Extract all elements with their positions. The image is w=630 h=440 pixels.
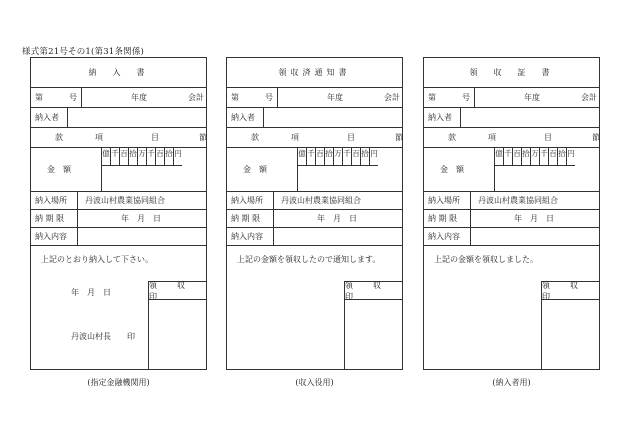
form-footer: (指定金融機関用)	[87, 378, 150, 387]
place-value: 丹波山村農業協同組合	[281, 196, 361, 205]
gou-label: 号	[265, 93, 273, 102]
moku-label: 目	[544, 133, 552, 142]
amount-label: 金 額	[47, 165, 71, 174]
digit-man: 万	[333, 148, 342, 165]
payer-label: 納入者	[428, 113, 452, 122]
place-value: 丹波山村農業協同組合	[85, 196, 165, 205]
payer-row	[31, 108, 206, 128]
digit-juu: 拾	[521, 148, 530, 165]
stamp-title: 領 収 印	[149, 280, 205, 301]
deadline-date: 年 月 日	[514, 214, 554, 223]
digit-en: 円	[173, 148, 182, 165]
setsu-label: 節	[592, 133, 600, 142]
deadline-label: 納 期 限	[231, 214, 261, 223]
digit-oku: 億	[494, 148, 503, 165]
stamp-title: 領 収 印	[345, 280, 401, 301]
form-number-header: 様式第21号その1(第31条関係)	[22, 47, 145, 57]
amount-label: 金 額	[243, 165, 267, 174]
digit-sen: 千	[110, 148, 119, 165]
mayor-seal-line: 丹波山村長 印	[71, 331, 135, 341]
digit-sen2: 千	[342, 148, 351, 165]
deadline-date: 年 月 日	[317, 214, 357, 223]
number-row	[31, 88, 206, 108]
deadline-date: 年 月 日	[121, 214, 161, 223]
digit-hyaku: 百	[512, 148, 521, 165]
payer-label: 納入者	[35, 113, 59, 122]
form-footer: (納入者用)	[492, 378, 531, 387]
place-label: 納入場所	[231, 196, 263, 205]
place-row	[31, 192, 206, 210]
dai-label: 第	[35, 93, 43, 102]
content-label: 納入内容	[231, 232, 263, 241]
digit-hyaku: 百	[119, 148, 128, 165]
nendo-label: 年度	[327, 93, 343, 102]
content-row	[31, 228, 206, 246]
payer-label: 納入者	[231, 113, 255, 122]
number-row	[424, 88, 599, 108]
form-title-row	[31, 58, 206, 88]
form-title-row	[227, 58, 402, 88]
kaikei-label: 会計	[188, 93, 204, 102]
deadline-label: 納 期 限	[35, 214, 65, 223]
payer-row	[424, 108, 599, 128]
digit-sen: 千	[306, 148, 315, 165]
deadline-label: 納 期 限	[428, 214, 458, 223]
digit-sen: 千	[503, 148, 512, 165]
amount-row	[227, 148, 402, 192]
digit-juu2: 拾	[360, 148, 369, 165]
digit-man: 万	[530, 148, 539, 165]
form-footer: (収入役用)	[295, 378, 334, 387]
issue-date: 年 月 日	[71, 287, 111, 297]
digit-juu2: 拾	[557, 148, 566, 165]
dai-label: 第	[231, 93, 239, 102]
kan-label: 款	[448, 133, 456, 142]
place-row	[424, 192, 599, 210]
nendo-label: 年度	[131, 93, 147, 102]
place-label: 納入場所	[35, 196, 67, 205]
form-title: 領 収 証 書	[469, 68, 554, 77]
category-row	[424, 128, 599, 148]
place-row	[227, 192, 402, 210]
amount-row	[424, 148, 599, 192]
form-note: 上記の金額を領収しました。	[434, 255, 538, 264]
form-title: 領収済通知書	[278, 68, 351, 77]
content-label: 納入内容	[35, 232, 67, 241]
receipt-stamp-box	[344, 281, 402, 369]
moku-label: 目	[151, 133, 159, 142]
setsu-label: 節	[199, 133, 207, 142]
kou-label: 項	[95, 133, 103, 142]
digit-sen2: 千	[146, 148, 155, 165]
deadline-row	[227, 210, 402, 228]
form-receipt-notice	[226, 57, 403, 370]
category-row	[31, 128, 206, 148]
digit-juu2: 拾	[164, 148, 173, 165]
form-title: 納 入 書	[88, 68, 149, 77]
gou-label: 号	[69, 93, 77, 102]
setsu-label: 節	[395, 133, 403, 142]
amount-label: 金 額	[440, 165, 464, 174]
form-note: 上記のとおり納入して下さい。	[41, 255, 153, 264]
digit-hyaku2: 百	[351, 148, 360, 165]
digit-en: 円	[369, 148, 378, 165]
kou-label: 項	[488, 133, 496, 142]
nendo-label: 年度	[524, 93, 540, 102]
digit-oku: 億	[297, 148, 306, 165]
digit-hyaku2: 百	[155, 148, 164, 165]
receipt-stamp-box	[148, 281, 206, 369]
digit-hyaku2: 百	[548, 148, 557, 165]
digit-sen2: 千	[539, 148, 548, 165]
kou-label: 項	[291, 133, 299, 142]
number-row	[227, 88, 402, 108]
kan-label: 款	[251, 133, 259, 142]
form-payment-slip	[30, 57, 207, 370]
digit-hyaku: 百	[315, 148, 324, 165]
place-label: 納入場所	[428, 196, 460, 205]
gou-label: 号	[462, 93, 470, 102]
kan-label: 款	[55, 133, 63, 142]
place-value: 丹波山村農業協同組合	[478, 196, 558, 205]
category-row	[227, 128, 402, 148]
content-row	[424, 228, 599, 246]
digit-man: 万	[137, 148, 146, 165]
stamp-title: 領 収 印	[542, 280, 598, 301]
digit-juu: 拾	[128, 148, 137, 165]
deadline-row	[31, 210, 206, 228]
form-title-row	[424, 58, 599, 88]
moku-label: 目	[347, 133, 355, 142]
amount-row	[31, 148, 206, 192]
deadline-row	[424, 210, 599, 228]
form-note: 上記の金額を領収したので通知します。	[237, 255, 381, 264]
content-row	[227, 228, 402, 246]
content-label: 納入内容	[428, 232, 460, 241]
payer-row	[227, 108, 402, 128]
dai-label: 第	[428, 93, 436, 102]
kaikei-label: 会計	[581, 93, 597, 102]
digit-oku: 億	[101, 148, 110, 165]
form-receipt	[423, 57, 600, 370]
digit-en: 円	[566, 148, 575, 165]
kaikei-label: 会計	[384, 93, 400, 102]
receipt-stamp-box	[541, 281, 599, 369]
digit-juu: 拾	[324, 148, 333, 165]
